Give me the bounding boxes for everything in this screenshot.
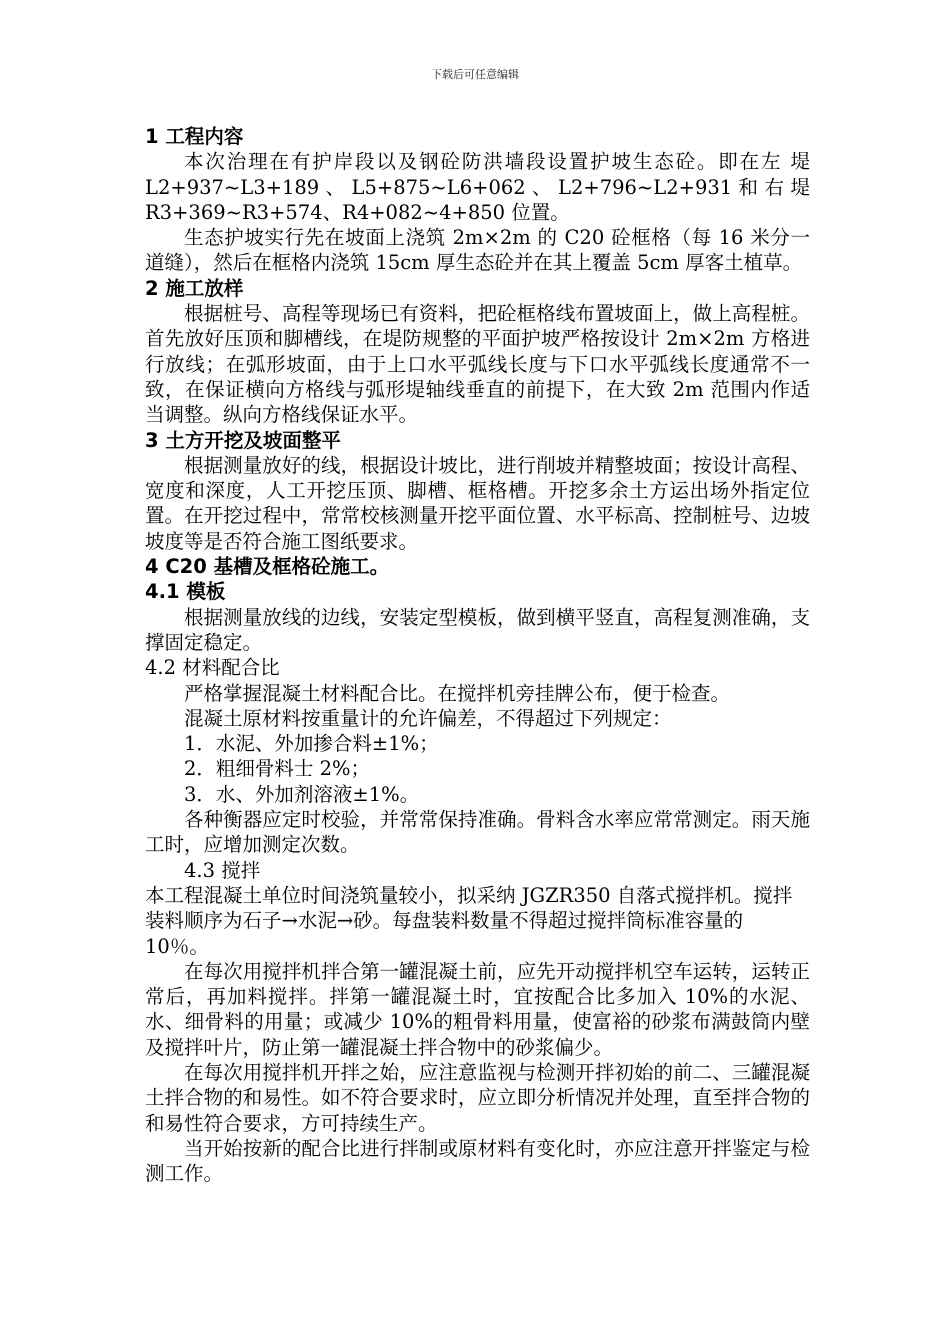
list-item: 1．水泥、外加掺合料±1%；	[184, 732, 439, 756]
list-item: 2．粗细骨料士 2%；	[184, 757, 371, 781]
list-item: 3．水、外加剂溶液±1%。	[184, 782, 420, 806]
paragraph: 严格掌握混凝土材料配合比。在搅拌机旁挂牌公布，便于检查。	[184, 681, 731, 705]
paragraph: 根据测量放线的边线，安装定型模板，做到横平竖直，高程复测准确，支撑固定稳定。	[145, 605, 810, 654]
document-body	[145, 124, 810, 1186]
paragraph: 当开始按新的配合比进行拌制或原材料有变化时，亦应注意开拌鉴定与检测工作。	[145, 1136, 810, 1186]
paragraph: 本次治理在有护岸段以及钢砼防洪墙段设置护坡生态砼。即在左 堤 L2+937~L3+189 、 L5+875~L6+062 、 L2+796~L2+931 和 右 堤R3+369~R3+574、R4+082~4+850 位置。	[145, 150, 810, 224]
paragraph: 在每次用搅拌机开拌之始，应注意监视与检测开拌初始的前二、三罐混凝土拌合物的和易性。如不符合要求时，应立即分析情况并处理，直至拌合物的和易性符合要求，方可持续生产。	[145, 1060, 810, 1135]
subsection-title-4-2: 4.2 材料配合比	[145, 656, 280, 680]
section-heading-4: 4 C20 基槽及框格砼施工。	[145, 555, 390, 579]
subsection-title-4-3: 4.3 搅拌	[184, 858, 261, 882]
section-heading-2: 2 施工放样	[145, 276, 244, 300]
section-heading-4-1: 4.1 模板	[145, 580, 226, 604]
paragraph: 本工程混凝土单位时间浇筑量较小，拟采纳 JGZR350 自落式搅拌机。搅拌装料顺序为石子→水泥→砂。每盘装料数量不得超过搅拌筒标准容量的 10％。	[145, 883, 793, 958]
paragraph: 根据测量放好的线，根据设计坡比，进行削坡并精整坡面；按设计高程、宽度和深度，人工开挖压顶、脚槽、框格槽。开挖多余土方运出场外指定位置。在开挖过程中，常常校核测量开挖平面位置、水平标高、控制桩号、边坡坡度等是否符合施工图纸要求。	[145, 453, 810, 553]
paragraph: 混凝土原材料按重量计的允许偏差，不得超过下列规定：	[184, 706, 672, 730]
section-heading-1: 1 工程内容	[145, 125, 244, 148]
paragraph: 根据桩号、高程等现场已有资料，把砼框格线布置坡面上，做上高程桩。首先放好压顶和脚槽线，在堤防规整的平面护坡严格按设计 2m×2m 方格进行放线；在弧形坡面，由于上口水平弧线长度与下口水平弧线长度通常不一致，在保证横向方格线与弧形堤轴线垂直的前提下，在大致 2m 范围内作适当调整。纵向方格线保证水平。	[145, 302, 810, 427]
section-heading-3: 3 土方开挖及坡面整平	[145, 428, 341, 452]
paragraph: 在每次用搅拌机拌合第一罐混凝土前，应先开动搅拌机空车运转，运转正常后，再加料搅拌。拌第一罐混凝土时，宜按配合比多加入 10%的水泥、水、细骨料的用量；或减少 10%的粗骨料用量，使富裕的砂浆布满鼓筒内壁及搅拌叶片，防止第一罐混凝土拌合物中的砂浆偏少。	[145, 959, 810, 1059]
paragraph: 生态护坡实行先在坡面上浇筑 2m×2m 的 C20 砼框格（每 16 米分一道缝），然后在框格内浇筑 15cm 厚生态砼并在其上覆盖 5cm 厚客土植草。	[145, 226, 810, 275]
paragraph: 各种衡器应定时校验，并常常保持准确。骨料含水率应常常测定。雨天施工时，应增加测定次数。	[145, 808, 810, 857]
page-header: 下载后可任意编辑	[431, 68, 519, 81]
